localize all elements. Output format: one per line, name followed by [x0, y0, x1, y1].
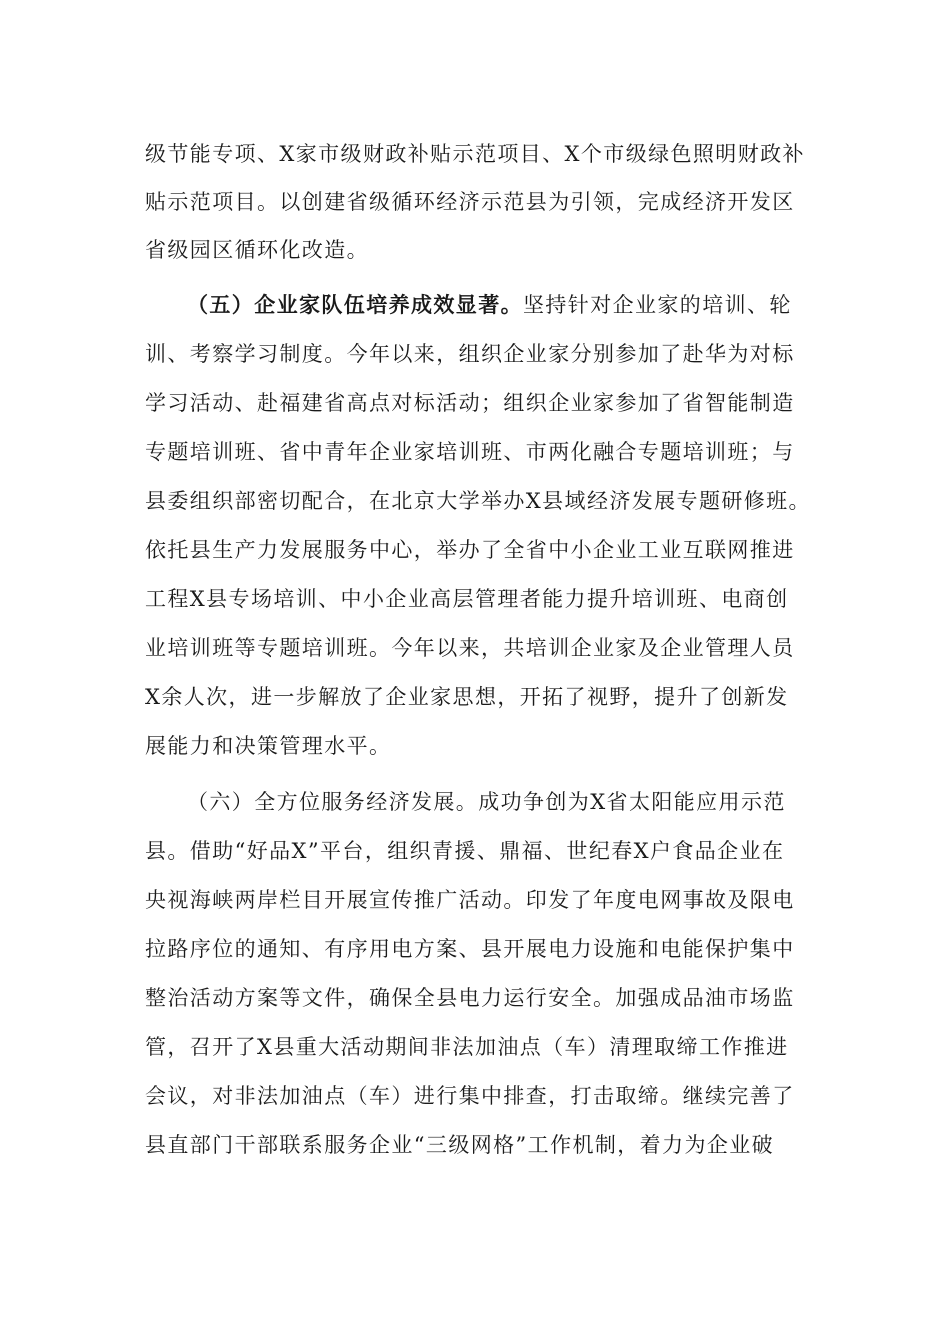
section-5-line-7: 工程X县专场培训、中小企业高层管理者能力提升培训班、电商创	[145, 587, 789, 611]
section-5-line-5: 县委组织部密切配合，在北京大学举办X县域经济发展专题研修班。	[145, 489, 811, 513]
section-6-line-2: 县。借助“好品X”平台，组织青援、鼎福、世纪春X户食品企业在	[145, 839, 785, 863]
section-6-line-8: 县直部门干部联系服务企业“三级网格”工作机制，着力为企业破	[145, 1133, 775, 1157]
section-5-line-10: 展能力和决策管理水平。	[145, 734, 392, 758]
section-5-line-6: 依托县生产力发展服务中心，举办了全省中小企业工业互联网推进	[145, 538, 795, 562]
paragraph-intro-line-1: 级节能专项、X家市级财政补贴示范项目、X个市级绿色照明财政补	[145, 142, 805, 166]
section-5-heading: （五）企业家队伍培养成效显著。	[187, 292, 523, 317]
section-5-line-2: 训、考察学习制度。今年以来，组织企业家分别参加了赴华为对标	[145, 342, 795, 366]
paragraph-intro-line-2: 贴示范项目。以创建省级循环经济示范县为引领，完成经济开发区	[145, 190, 795, 214]
section-5-first-line	[187, 290, 792, 320]
section-6-line-5: 整治活动方案等文件，确保全县电力运行安全。加强成品油市场监	[145, 986, 795, 1010]
section-5-first-line-text: 坚持针对企业家的培训、轮	[523, 293, 792, 317]
section-5-line-3: 学习活动、赴福建省高点对标活动；组织企业家参加了省智能制造	[145, 391, 795, 415]
section-6-line-7: 会议，对非法加油点（车）进行集中排查，打击取缔。继续完善了	[145, 1084, 795, 1108]
section-6-line-6: 管，召开了X县重大活动期间非法加油点（车）清理取缔工作推进	[145, 1035, 789, 1059]
section-6-line-4: 拉路序位的通知、有序用电方案、县开展电力设施和电能保护集中	[145, 937, 795, 961]
section-5-line-9: X余人次，进一步解放了企业家思想，开拓了视野，提升了创新发	[145, 685, 789, 709]
section-6-line-3: 央视海峡两岸栏目开展宣传推广活动。印发了年度电网事故及限电	[145, 888, 795, 912]
section-6-first-line: （六）全方位服务经济发展。成功争创为X省太阳能应用示范	[187, 790, 786, 814]
paragraph-intro-line-3: 省级园区循环化改造。	[145, 238, 369, 262]
section-5-line-4: 专题培训班、省中青年企业家培训班、市两化融合专题培训班；与	[145, 440, 795, 464]
section-5-line-8: 业培训班等专题培训班。今年以来，共培训企业家及企业管理人员	[145, 636, 795, 660]
